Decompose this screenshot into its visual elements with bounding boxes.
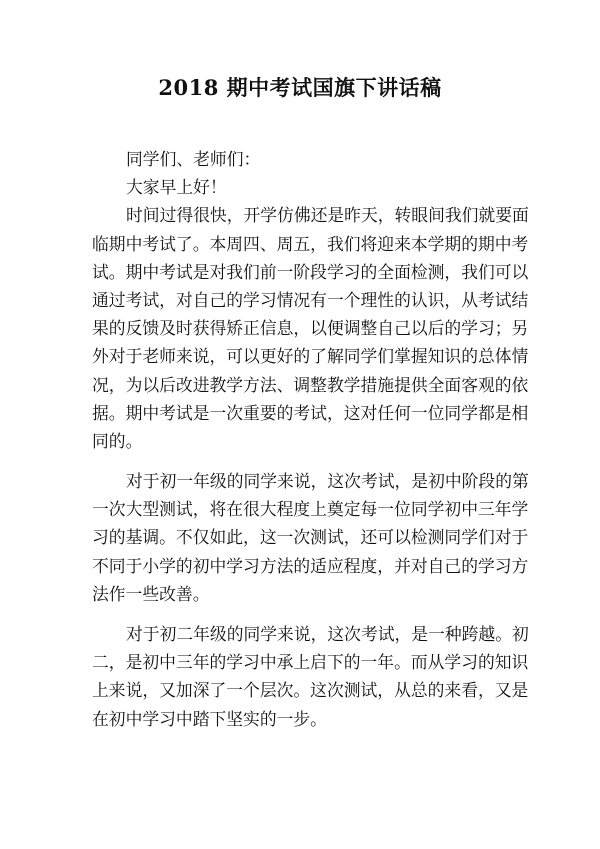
text-line: 法作一些改善。: [92, 583, 210, 604]
text-line: 在初中学习中踏下坚实的一步。: [92, 708, 327, 729]
paragraph-2: [92, 467, 529, 608]
salutation: 同学们、老师们：: [126, 149, 261, 169]
text-line: 对于初一年级的同学来说，这次考试，是初中阶段的第: [126, 471, 529, 492]
text-line: 时间过得很快，开学仿佛还是昨天，转眼间我们就要面: [126, 205, 529, 226]
document-body: [92, 145, 529, 733]
text-line: 临期中考试了。本周四、周五，我们将迎来本学期的期中考: [92, 233, 529, 254]
text-line: 不同于小学的初中学习方法的适应程度，并对自己的学习方: [92, 555, 529, 576]
text-line: 一次大型测试，将在很大程度上奠定每一位同学初中三年学: [92, 499, 529, 520]
text-line: 二，是初中三年的学习中承上启下的一年。而从学习的知识: [92, 652, 529, 673]
paragraph-3: [92, 620, 529, 733]
text-line: 试。期中考试是对我们前一阶段学习的全面检测，我们可以: [92, 261, 529, 282]
text-line: 习的基调。不仅如此，这一次测试，还可以检测同学们对于: [92, 527, 529, 548]
text-line: 果的反馈及时获得矫正信息，以便调整自己以后的学习；另: [92, 318, 529, 339]
text-line: 同的。: [92, 430, 143, 451]
document-title: 2018 期中考试国旗下讲话稿: [158, 75, 442, 100]
text-line: 况，为以后改进教学方法、调整教学措施提供全面客观的依: [92, 374, 529, 395]
text-line: 外对于老师来说，可以更好的了解同学们掌握知识的总体情: [92, 346, 529, 367]
paragraph-1: [92, 201, 529, 455]
greeting: 大家早上好！: [126, 177, 227, 198]
text-line: 据。期中考试是一次重要的考试，这对任何一位同学都是相: [92, 402, 529, 423]
text-line: 通过考试，对自己的学习情况有一个理性的认识，从考试结: [92, 289, 529, 310]
text-line: 对于初二年级的同学来说，这次考试，是一种跨越。初: [126, 624, 529, 644]
text-line: 上来说，又加深了一个层次。这次测试，从总的来看，又是: [92, 680, 529, 701]
